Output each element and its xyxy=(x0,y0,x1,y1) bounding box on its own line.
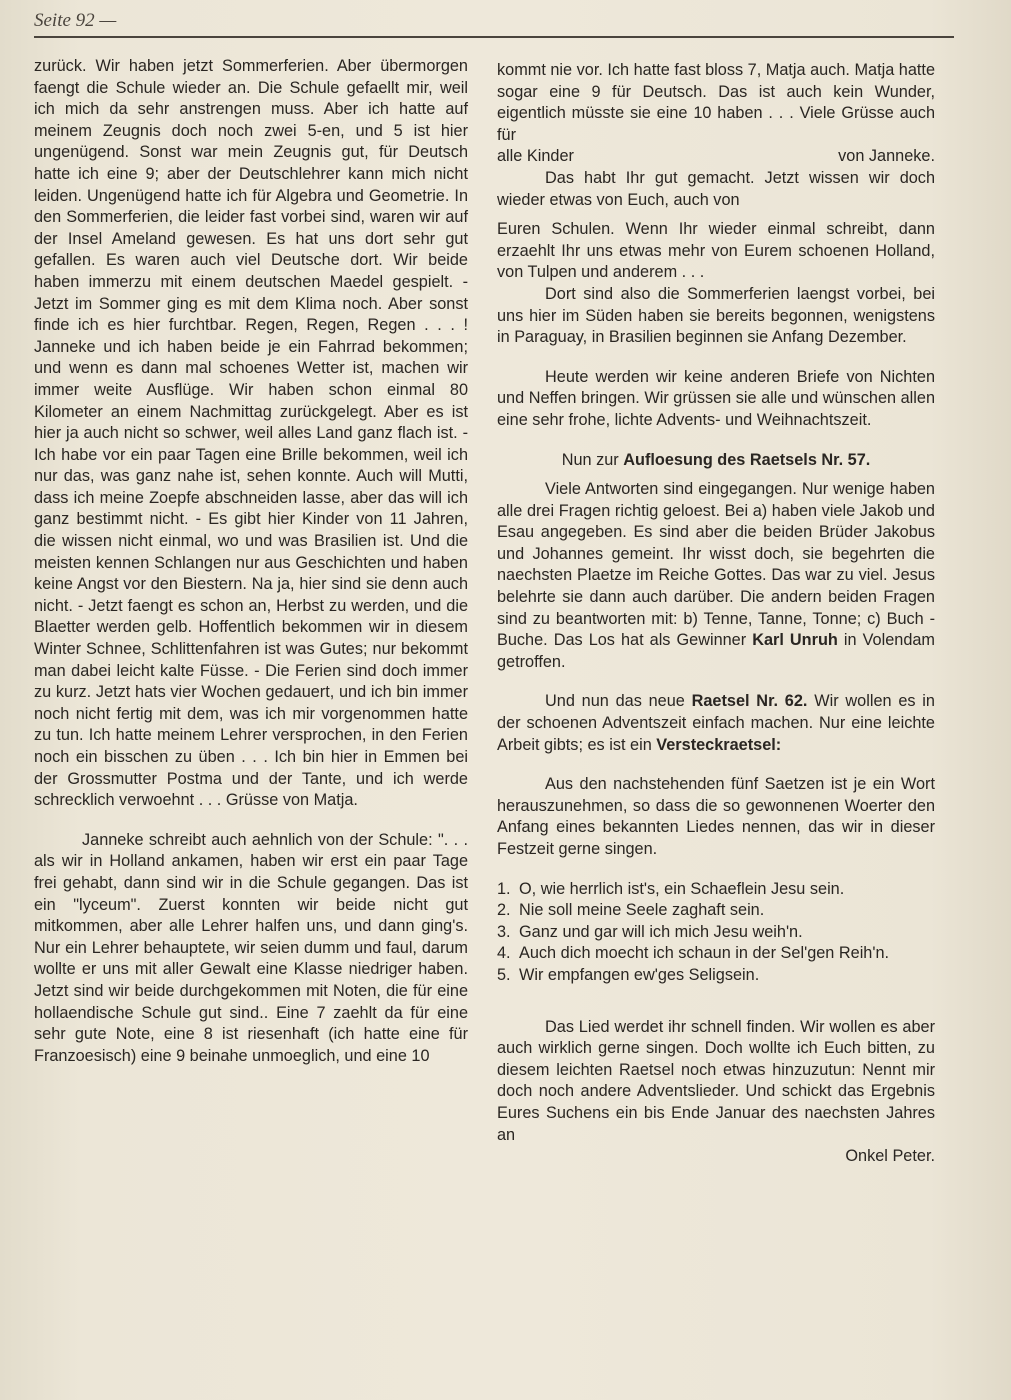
new-puzzle-type: Versteckraetsel: xyxy=(656,735,782,754)
puzzle-instructions: Aus den nachstehenden fünf Saetzen ist je ein Wort herauszunehmen, so dass die so gewonnenen Woerter den Anfang eines bekannten Liedes nennen, das wir in dieser Festzeit gerne singen. xyxy=(497,775,935,858)
solution-prefix: Nun zur xyxy=(561,450,624,469)
verse-list xyxy=(497,879,935,987)
janneke-signature: von Janneke. xyxy=(838,147,935,166)
new-puzzle-paragraph xyxy=(497,691,935,756)
solution-body: Viele Antworten sind eingegangen. Nur wenige haben alle drei Fragen richtig geloest. Bei a) haben viele Jakob und Esau angegeben. Es sind aber die beiden Brüder Jakobus und Johannes gemeint. Ihr wisst doch, sie begehrten die naechsten Plaetze im Reiche Gottes. Das war zu viel. Jesus belehrte sie dann auch darüber. Die andern beiden Fragen sind zu beantworten mit: b) Tenne, Tanne, Tonne; c) Buch - Buche. Das Los hat als Gewinner xyxy=(497,480,935,650)
winner-suffix: in Volendam getroffen. xyxy=(497,631,935,671)
janneke-signature-line xyxy=(497,146,935,168)
verse-text: Ganz und gar will ich mich Jesu weih'n. xyxy=(519,922,803,941)
solution-heading-line xyxy=(497,450,935,472)
solution-heading: Aufloesung des Raetsels Nr. 57. xyxy=(623,450,871,469)
verse-text: Auch dich moecht ich schaun in der Sel'gen Reih'n. xyxy=(519,944,890,963)
verse-item xyxy=(497,965,935,987)
verse-text: O, wie herrlich ist's, ein Schaeflein Jesu sein. xyxy=(519,879,845,898)
right-column xyxy=(497,60,935,1168)
verse-number: 3. xyxy=(497,922,511,941)
matja-letter: zurück. Wir haben jetzt Sommerferien. Aber übermorgen faengt die Schule wieder an. Die Schule gefaellt mir, weil ich mich da sehr anstrengen muss. Aber ich hatte auf meinem Zeugnis doch noch zwei 5-en, und 5 ist hier ungenügend. Sonst war mein Zeugnis gut, für Deutsch hatte ich eine 9; aber der Deutschlehrer kann mich nicht leiden. Ungenügend hatte ich für Algebra und Geometrie. In den Sommerferien, die leider fast vorbei sind, waren wir auf der Insel Ameland gewesen. Es hat uns dort sehr gut gefallen. Es waren auch viel Deutsche dort. Wir beide haben immerzu mit einem deutschen Maedel gespielt. - Jetzt im Sommer ging es mit dem Klima noch. Aber sonst finde ich es hier furchtbar. Regen, Regen, Regen . . . ! Janneke und ich haben beide je ein Fahrrad bekommen; und wenn es dann mal schoenes Wetter ist, machen wir immer weite Ausflüge. Wir haben schon einmal 80 Kilometer an einem Nachmittag zurückgelegt. Aber es ist hier ja auch nicht so schwer, weil alles Land ganz flach ist. - Ich habe vor ein paar Tagen eine Brille bekommen, weil ich nur das, was ganz nahe ist, sehen konnte. Auch will Mutti, dass ich meine Zoepfe abschneiden lasse, aber das will ich ganz bestimmt nicht. - Es gibt hier Kinder von 11 Jahren, die wissen nicht einmal, wo und was Brasilien ist. Und die meisten kennen Schlangen nur aus Geschichten und haben keine Angst vor den Biestern. Na ja, hier sind sie denn auch nicht. - Jetzt faengt es schon an, Herbst zu werden, und die Blaetter werden gelb. Hoffentlich bekommen wir in diesem Winter Schnee, Schlittenfahren ist was Gutes; nur bekommt man dabei leicht kalte Füsse. - Die Ferien sind doch immer zu kurz. Jetzt hats vier Wochen gedauert, und ich bin immer noch nicht fertig mit dem, was ich mir vorgenommen hatte zu tun. Ich hatte meinem Lehrer versprochen, in den Ferien noch ein bisschen zu üben . . . Ich bin hier in Emmen bei der Grossmutter Postma und der Tante, und ich werde schrecklich verwoehnt . . . Grüsse von Matja. xyxy=(34,57,468,810)
signature-line xyxy=(497,1146,935,1168)
winner-name: Karl Unruh xyxy=(752,631,838,650)
verse-item xyxy=(497,943,935,965)
page-header xyxy=(34,8,954,38)
closing-paragraph: Das Lied werdet ihr schnell finden. Wir wollen es aber auch wirklich gerne singen. Doch wollte ich Euch bitten, zu diesem leichten Raetsel noch etwas hinzuzutun: Nennt mir doch noch andere Adventslieder. Und schickt das Ergebnis Eures Suchens ein bis Ende Januar des naechsten Jahres an xyxy=(497,1017,935,1144)
new-puzzle-label: Raetsel Nr. 62. xyxy=(691,692,808,711)
verse-text: Wir empfangen ew'ges Seligsein. xyxy=(519,965,760,984)
signature: Onkel Peter. xyxy=(845,1147,935,1166)
uncle-reply-2: Euren Schulen. Wenn Ihr wieder einmal schreibt, dann erzaehlt Ihr uns etwas mehr von Eurem schoenen Holland, von Tulpen und anderem . . . xyxy=(497,220,935,282)
verse-number: 5. xyxy=(497,965,511,984)
janneke-signature-left: alle Kinder xyxy=(497,147,574,166)
page-number: Seite 92 — xyxy=(34,10,117,31)
verse-item xyxy=(497,879,935,901)
uncle-reply-3: Dort sind also die Sommerferien laengst vorbei, bei uns hier im Süden haben sie bereits begonnen, wenigstens in Paraguay, in Brasilien beginnen sie Anfang Dezember. xyxy=(497,284,935,347)
janneke-letter: Janneke schreibt auch aehnlich von der Schule: ". . . als wir in Holland ankamen, haben wir erst ein paar Tage frei gehabt, dann sind wir in die Schule gegangen. Das ist ein "lyceum". Zuerst konnten wir beide nicht gut mitkommen, aber alle Lehrer halfen uns, und dann ging's. Nur ein Lehrer behauptete, wir seien dumm und faul, darum wollte er uns mit aller Gewalt eine Klasse niedriger haben. Jetzt sind wir beide durchgekommen mit Noten, die für eine hollaendische Schule gut sind.. Eine 7 zaehlt da für eine sehr gute Note, eine 8 ist riesenhaft (ich hatte eine für Franzoesisch) eine 9 beinahe unmoeglich, und eine 10 xyxy=(34,830,468,1065)
verse-text: Nie soll meine Seele zaghaft sein. xyxy=(519,901,765,920)
new-puzzle-intro: Und nun das neue xyxy=(545,692,692,711)
uncle-reply-1: Das habt Ihr gut gemacht. Jetzt wissen wir doch wieder etwas von Euch, auch von xyxy=(497,168,935,209)
verse-number: 1. xyxy=(497,879,511,898)
new-puzzle-desc: Wir wollen es in der schoenen Adventszeit einfach machen. Nur eine leichte Arbeit gibts; es ist ein xyxy=(497,692,935,754)
verse-number: 4. xyxy=(497,944,511,963)
verse-item xyxy=(497,922,935,944)
janneke-letter-continued: kommt nie vor. Ich hatte fast bloss 7, Matja auch. Matja hatte sogar eine 9 für Deutsch. Das ist auch kein Wunder, eigentlich müsste sie eine 10 haben . . . Viele Grüsse auch für xyxy=(497,61,935,144)
verse-number: 2. xyxy=(497,901,511,920)
verse-item xyxy=(497,900,935,922)
greeting-paragraph: Heute werden wir keine anderen Briefe von Nichten und Neffen bringen. Wir grüssen sie alle und wünschen allen eine sehr frohe, lichte Advents- und Weihnachtszeit. xyxy=(497,367,935,429)
left-column xyxy=(34,56,468,1067)
solution-text xyxy=(497,479,935,673)
